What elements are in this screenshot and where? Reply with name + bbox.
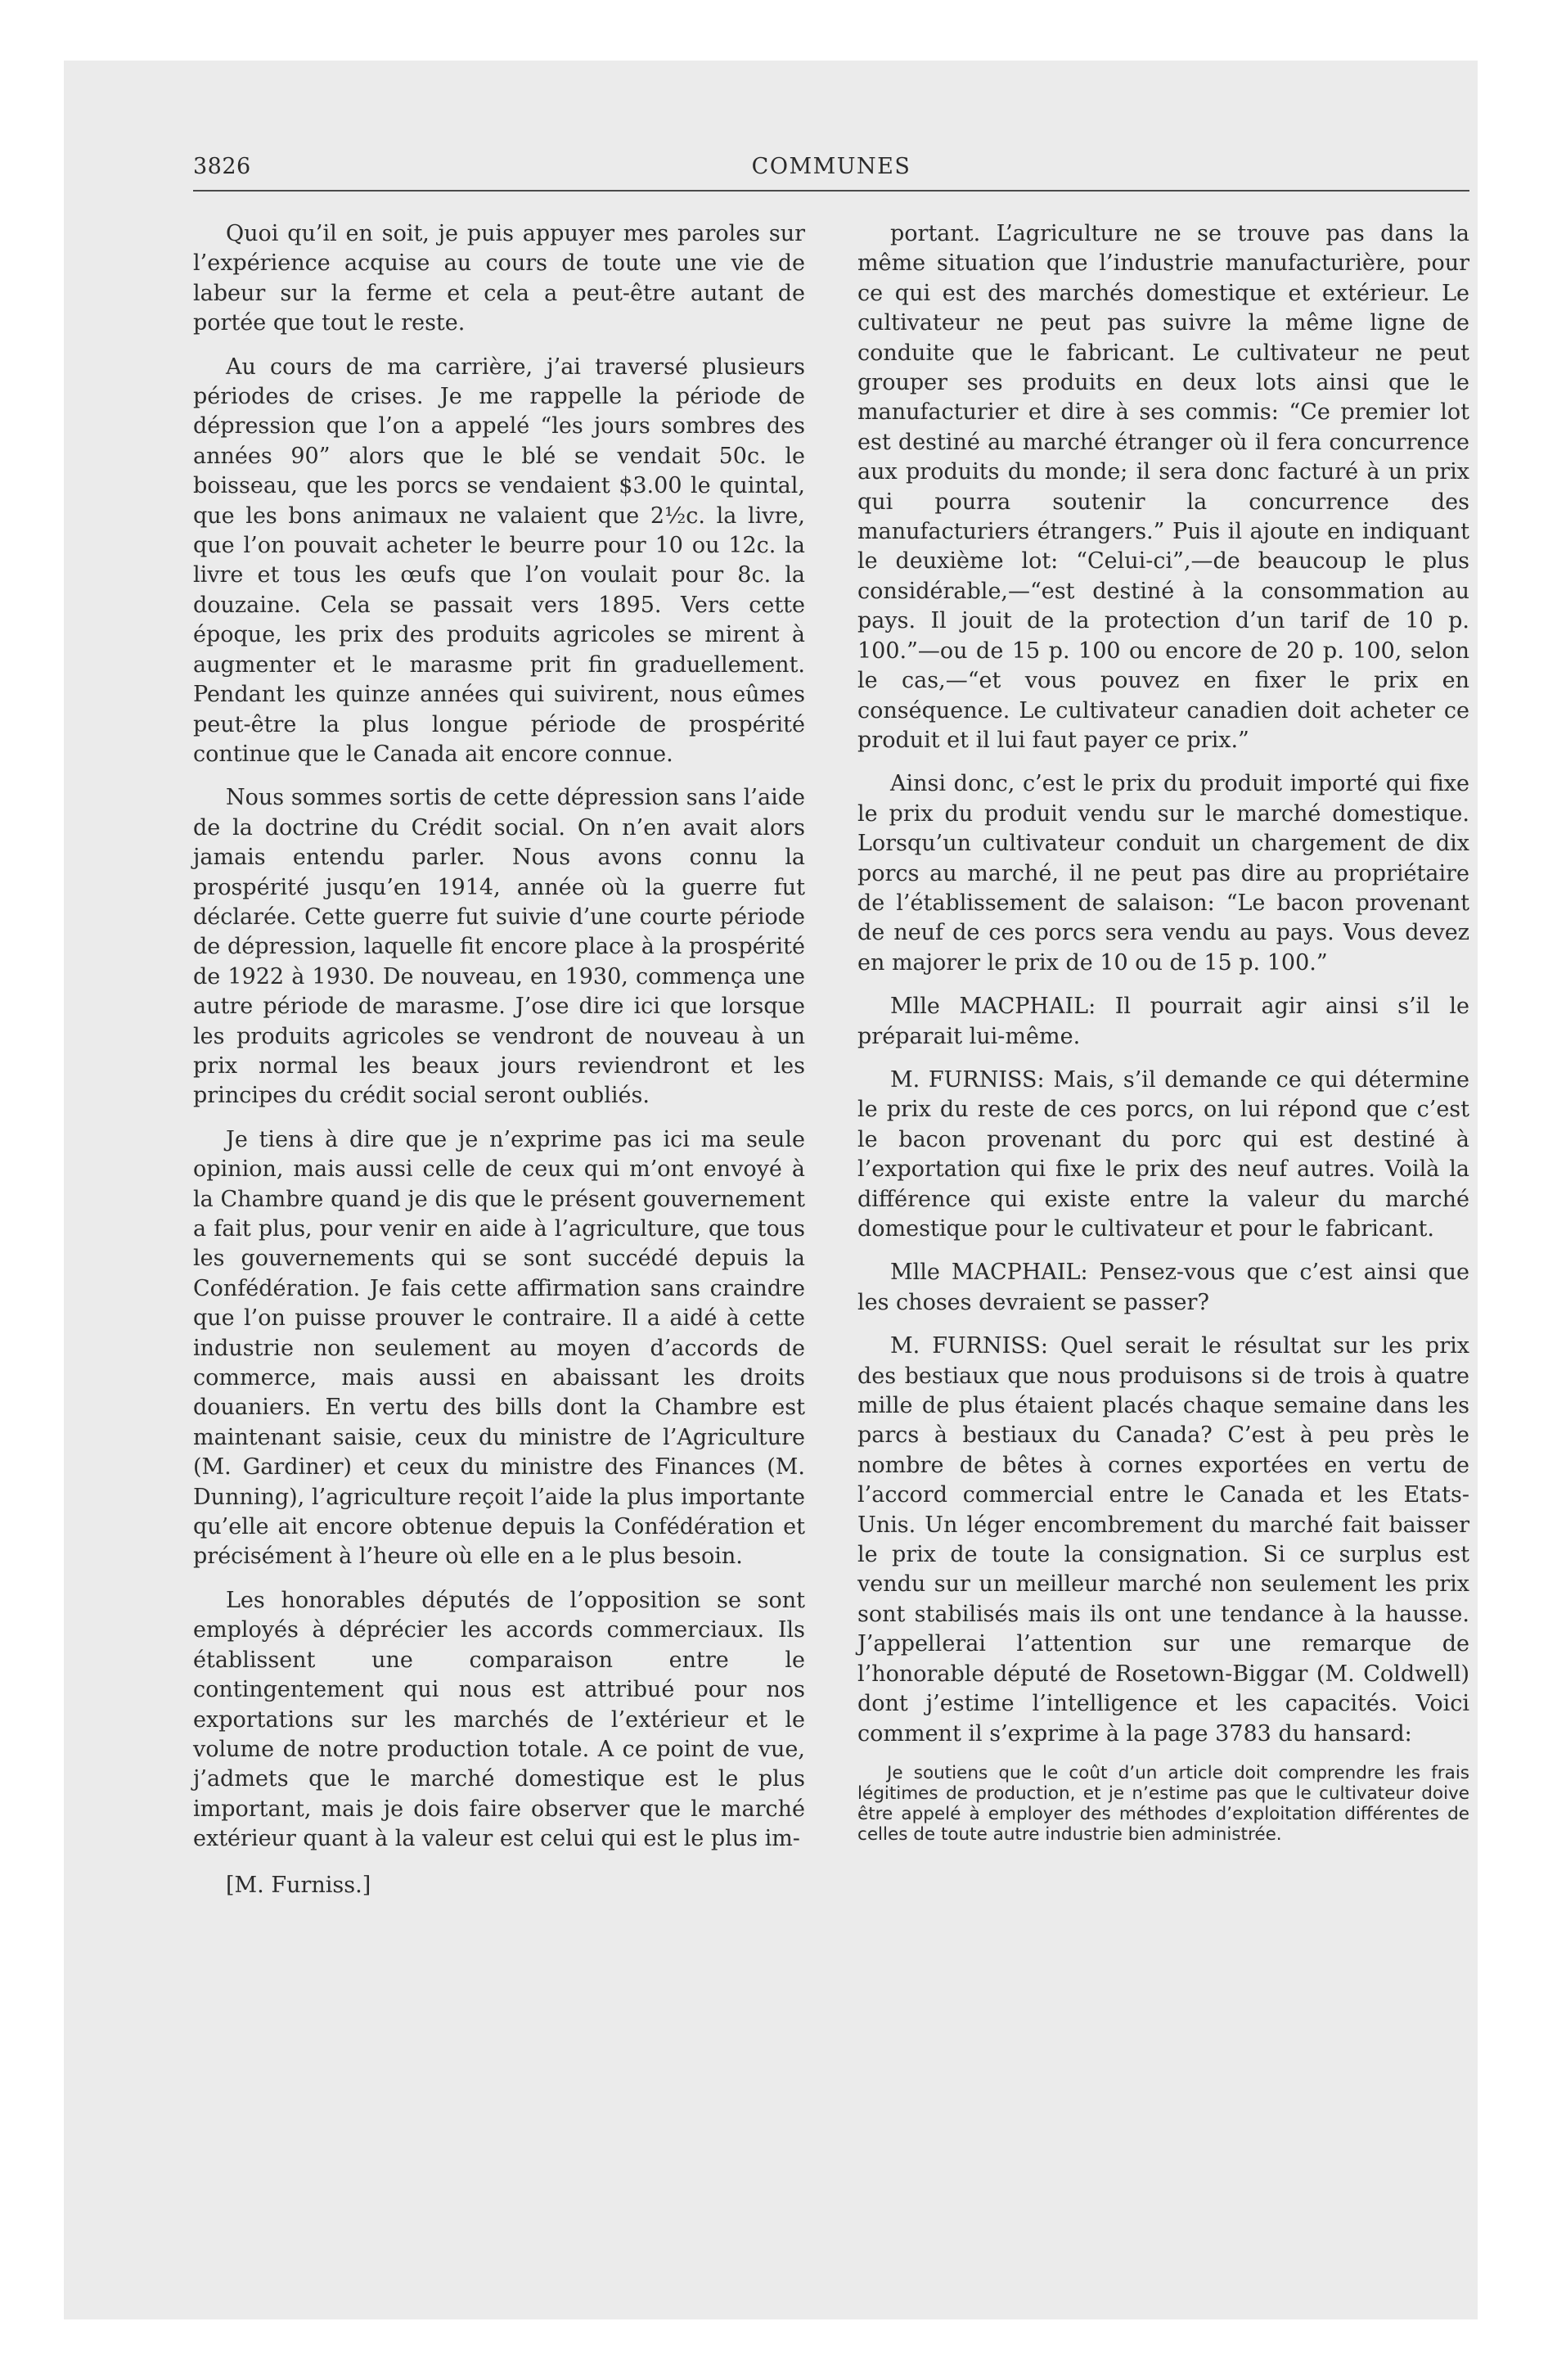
paragraph: Ainsi donc, c’est le prix du produit importé qui fixe le prix du produit vendu sur le marché domestique. Lorsqu’un cultivateur conduit un chargement de dix porcs au marché, il ne peut pas dire au propriétaire de l’établissement de salaison: “Le bacon provenant de neuf de ces porcs sera vendu au pays. Vous devez en majorer le prix de 10 ou de 15 p. 100.” <box>857 771 1469 976</box>
paragraph: M. FURNISS: Quel serait le résultat sur les prix des bestiaux que nous produisons si de trois à quatre mille de plus étaient placés chaque semaine dans les parcs à bestiaux du Canada? C’est à peu près le nombre de bêtes à cornes exportées en vertu de l’accord commercial entre le Canada et les Etats-Unis. Un léger encombrement du marché fait baisser le prix de toute la consignation. Si ce surplus est vendu sur un meilleur marché non seulement les prix sont stabilisés mais ils ont une tendance à la hausse. J’appellerai l’attention sur une remarque de l’honorable député de Rosetown-Biggar (M. Coldwell) dont j’estime l’intelligence et les capacités. Voici comment il s’exprime à la page 3783 du hansard: <box>857 1333 1469 1747</box>
running-header <box>193 151 1469 192</box>
scanned-page <box>64 61 1478 2319</box>
block-quote: Je soutiens que le coût d’un article doit comprendre les frais légitimes de production, et je n’estime pas que le cultivateur doive être appelé à employer des méthodes d’exploitation différentes de celles de toute autre industrie bien administrée. <box>857 1762 1469 1845</box>
paragraph: Mlle MACPHAIL: Il pourrait agir ainsi s’il le préparait lui-même. <box>857 994 1469 1049</box>
paragraph: portant. L’agriculture ne se trouve pas dans la même situation que l’industrie manufacturière, pour ce qui est des marchés domestique et extérieur. Le cultivateur ne peut pas suivre la même ligne de conduite que le fabricant. Le cultivateur ne peut grouper ses produits en deux lots ainsi que le manufacturier et dire à ses commis: “Ce premier lot est destiné au marché étranger où il fera concurrence aux produits du monde; il sera donc facturé à un prix qui pourra soutenir la concurrence des manufacturiers étrangers.” Puis il ajoute en indiquant le deuxième lot: “Celui-ci”,—de beaucoup le plus considérable,—“est destiné à la consommation au pays. Il jouit de la protection d’un tarif de 10 p. 100.”—ou de 15 p. 100 ou encore de 20 p. 100, selon le cas,—“et vous pouvez en fixer le prix en conséquence. Le cultivateur canadien doit acheter ce produit et il lui faut payer ce prix.” <box>857 221 1469 753</box>
paragraph: Quoi qu’il en soit, je puis appuyer mes paroles sur l’expérience acquise au cours de toute une vie de labeur sur la ferme et cela a peut-être autant de portée que tout le reste. <box>193 221 805 336</box>
speaker-signature: [M. Furniss.] <box>226 1872 371 1898</box>
paragraph: Au cours de ma carrière, j’ai traversé plusieurs périodes de crises. Je me rappelle la période de dépression que l’on a appelé “les jours sombres des années 90” alors que le blé se vendait 50c. le boisseau, que les porcs se vendaient $3.00 le quintal, que les bons animaux ne valaient que 2½c. la livre, que l’on pouvait acheter le beurre pour 10 ou 12c. la livre et tous les œufs que l’on voulait pour 8c. la douzaine. Cela se passait vers 1895. Vers cette époque, les prix des produits agricoles se mirent à augmenter et le marasme prit fin graduellement. Pendant les quinze années qui suivirent, nous eûmes peut-être la plus longue période de prospérité continue que le Canada ait encore connue. <box>193 354 805 767</box>
page-number: 3826 <box>193 154 251 179</box>
paragraph: M. FURNISS: Mais, s’il demande ce qui détermine le prix du reste de ces porcs, on lui répond que c’est le bacon provenant du porc qui est destiné à l’exportation qui fixe le prix des neuf autres. Voilà la différence qui existe entre la valeur du marché domestique pour le cultivateur et pour le fabricant. <box>857 1066 1469 1242</box>
page-title: COMMUNES <box>751 154 911 179</box>
paragraph: Mlle MACPHAIL: Pensez-vous que c’est ainsi que les choses devraient se passer? <box>857 1260 1469 1315</box>
page-content <box>193 151 1469 2319</box>
left-column <box>193 219 805 1914</box>
paragraph: Les honorables députés de l’opposition se sont employés à déprécier les accords commerciaux. Ils établissent une comparaison entre le contingentement qui nous est attribué pour nos exportations sur les marchés de l’extérieur et le volume de notre production totale. A ce point de vue, j’admets que le marché domestique est le plus important, mais je dois faire observer que le marché extérieur quant à la valeur est celui qui est le plus im- <box>193 1587 805 1852</box>
paragraph: Nous sommes sortis de cette dépression sans l’aide de la doctrine du Crédit social. On n’en avait alors jamais entendu parler. Nous avons connu la prospérité jusqu’en 1914, année où la guerre fut déclarée. Cette guerre fut suivie d’une courte période de dépression, laquelle fit encore place à la prospérité de 1922 à 1930. De nouveau, en 1930, commença une autre période de marasme. J’ose dire ici que lorsque les produits agricoles se vendront de nouveau à un prix normal les beaux jours reviendront et les principes du crédit social seront oubliés. <box>193 785 805 1109</box>
paragraph: Je tiens à dire que je n’exprime pas ici ma seule opinion, mais aussi celle de ceux qui m’ont envoyé à la Chambre quand je dis que le présent gouvernement a fait plus, pour venir en aide à l’agriculture, que tous les gouvernements qui se sont succédé depuis la Confédération. Je fais cette affirmation sans craindre que l’on puisse prouver le contraire. Il a aidé à cette industrie non seulement au moyen d’accords de commerce, mais aussi en abaissant les droits douaniers. En vertu des bills dont la Chambre est maintenant saisie, ceux du ministre de l’Agriculture (M. Gardiner) et ceux du ministre des Finances (M. Dunning), l’agriculture reçoit l’aide la plus importante qu’elle ait encore obtenue depuis la Confédération et précisément à l’heure où elle en a le plus besoin. <box>193 1126 805 1570</box>
right-column <box>857 219 1469 1859</box>
